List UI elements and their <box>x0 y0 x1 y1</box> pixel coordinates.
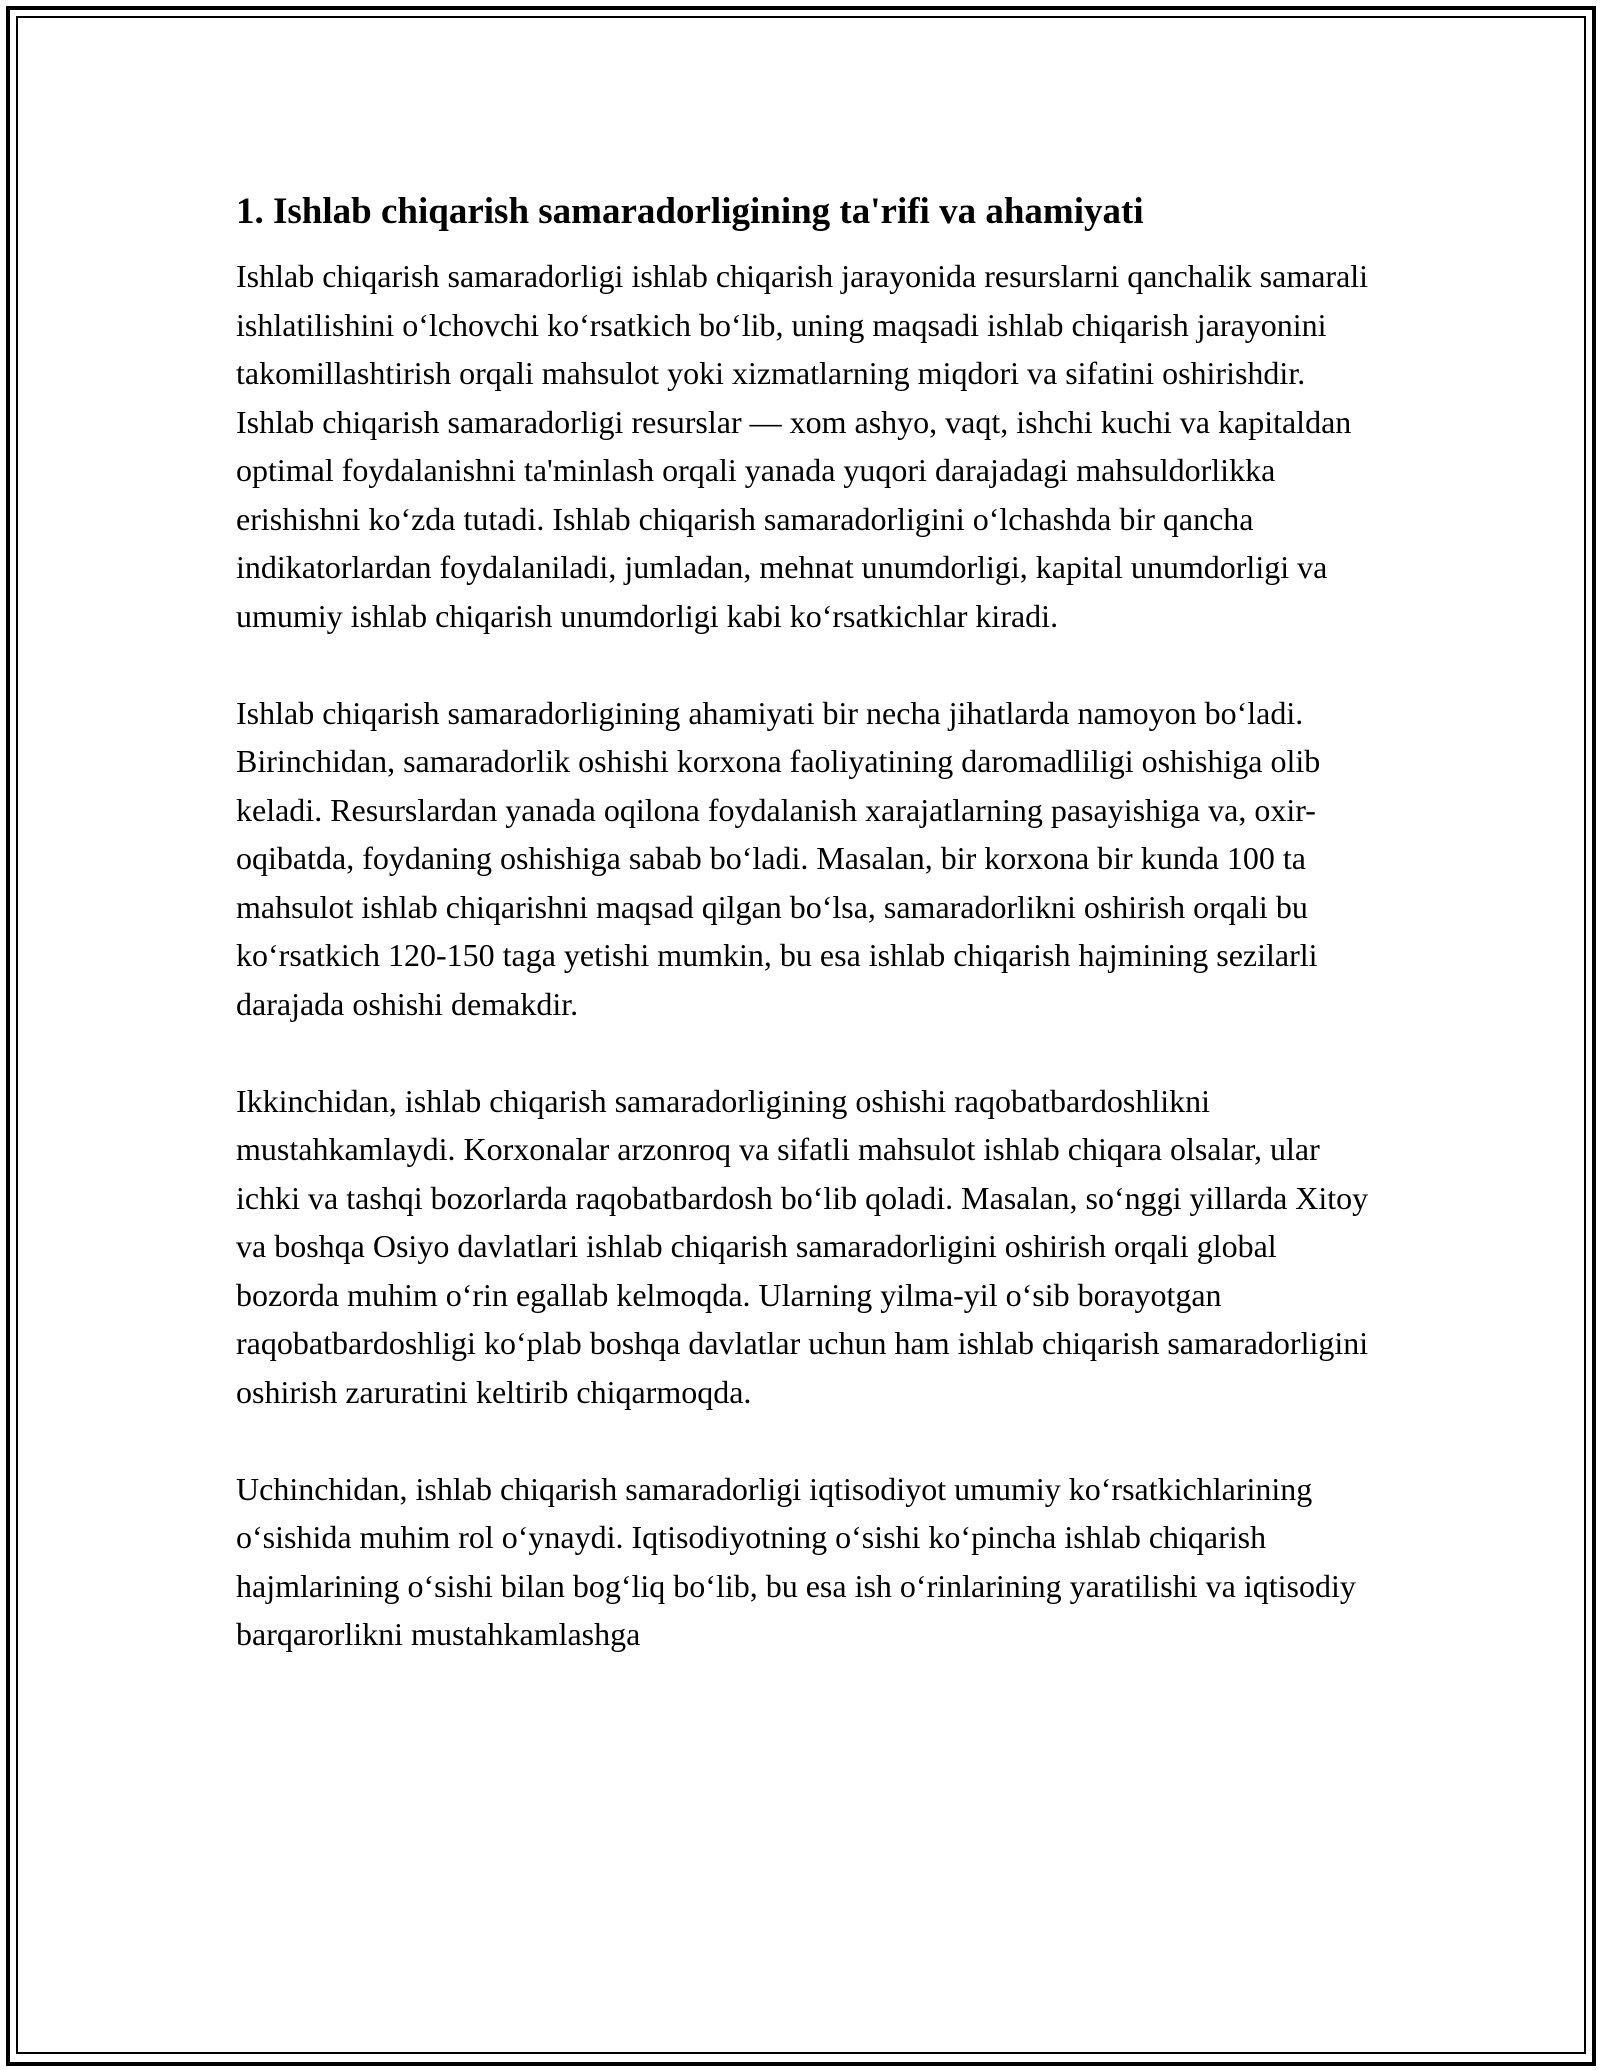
paragraph-definition: Ishlab chiqarish samaradorligi ishlab chiqarish jarayonida resurslarni qanchalik samarali ishlatilishini o‘lchovchi ko‘rsatkich bo‘lib, uning maqsadi ishlab chiqarish jarayonini takomillashtirish orqali mahsulot yoki xizmatlarning miqdori va sifatini oshirishdir. Ishlab chiqarish samaradorligi resurslar — xom ashyo, vaqt, ishchi kuchi va kapitaldan optimal foydalanishni ta'minlash orqali yanada yuqori darajadagi mahsuldorlikka erishishni ko‘zda tutadi. Ishlab chiqarish samaradorligini o‘lchashda bir qancha indikatorlardan foydalaniladi, jumladan, mehnat unumdorligi, kapital unumdorligi va umumiy ishlab chiqarish unumdorligi kabi ko‘rsatkichlar kiradi. <box>236 258 1369 634</box>
paragraph-economy: Uchinchidan, ishlab chiqarish samaradorligi iqtisodiyot umumiy ko‘rsatkichlarining o‘sishida muhim rol o‘ynaydi. Iqtisodiyotning o‘sishi ko‘pincha ishlab chiqarish hajmlarining o‘sishi bilan bog‘liq bo‘lib, bu esa ish o‘rinlarining yaratilishi va iqtisodiy barqarorlikni mustahkamlashga <box>236 1470 1356 1652</box>
section-heading: 1. Ishlab chiqarish samaradorligining ta'rifi va ahamiyati <box>236 191 1144 232</box>
document-body <box>236 186 1376 1707</box>
paragraph-importance: Ishlab chiqarish samaradorligining ahamiyati bir necha jihatlarda namoyon bo‘ladi. Birinchidan, samaradorlik oshishi korxona faoliyatining daromadliligi oshishiga olib keladi. Resurslardan yanada oqilona foydalanish xarajatlarning pasayishiga va, oxir-oqibatda, foydaning oshishiga sabab bo‘ladi. Masalan, bir korxona bir kunda 100 ta mahsulot ishlab chiqarishni maqsad qilgan bo‘lsa, samaradorlikni oshirish orqali bu ko‘rsatkich 120-150 taga yetishi mumkin, bu esa ishlab chiqarish hajmining sezilarli darajada oshishi demakdir. <box>236 694 1321 1022</box>
paragraph-competitiveness: Ikkinchidan, ishlab chiqarish samaradorligining oshishi raqobatbardoshlikni mustahkamlaydi. Korxonalar arzonroq va sifatli mahsulot ishlab chiqara olsalar, ular ichki va tashqi bozorlarda raqobatbardosh bo‘lib qoladi. Masalan, so‘nggi yillarda Xitoy va boshqa Osiyo davlatlari ishlab chiqarish samaradorligini oshirish orqali global bozorda muhim o‘rin egallab kelmoqda. Ularning yilma-yil o‘sib borayotgan raqobatbardoshligi ko‘plab boshqa davlatlar uchun ham ishlab chiqarish samaradorligini oshirish zaruratini keltirib chiqarmoqda. <box>236 1082 1369 1410</box>
